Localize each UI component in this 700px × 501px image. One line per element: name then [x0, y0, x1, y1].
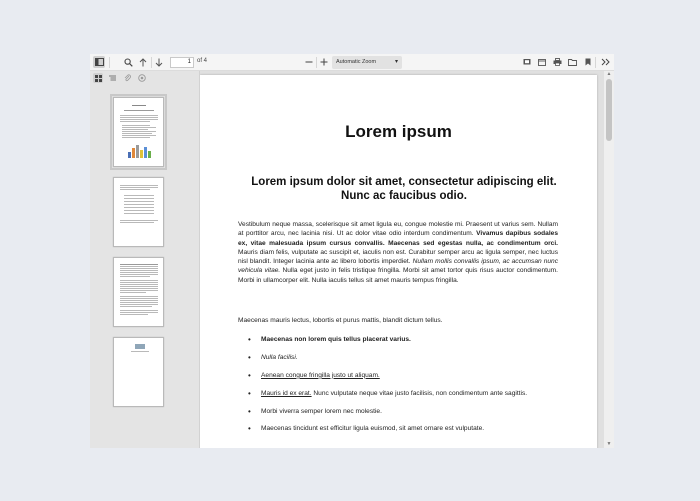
thumbnail-sidebar — [90, 71, 200, 448]
tools-menu-icon[interactable] — [599, 56, 611, 68]
toolbar-separator — [595, 57, 596, 68]
zoom-select[interactable] — [332, 56, 402, 69]
document-page — [200, 75, 597, 448]
toolbar-separator — [109, 57, 110, 68]
paragraph-2: Maecenas mauris lectus, lobortis et purus mattis, blandit dictum tellus. — [238, 317, 443, 324]
thumbnail-page-3[interactable] — [113, 257, 164, 327]
scrollbar-thumb[interactable] — [606, 79, 612, 141]
chevron-down-icon: ▾ — [394, 59, 398, 65]
vertical-scrollbar[interactable] — [604, 71, 614, 448]
zoom-select-label: Automatic Zoom — [336, 59, 377, 65]
save-icon[interactable] — [566, 56, 578, 68]
thumbnail-page-2[interactable] — [113, 177, 164, 247]
toolbar-separator — [151, 57, 152, 68]
paragraph-1: Vestibulum neque massa, scelerisque sit amet ligula eu, congue molestie mi. Praesent ut varius sem. Nullam at porttitor arcu, nec lacinia nisi. Ut ac dolor vitae odio interdum condimentum. Vivamus dapibus sodales ex, vitae malesuada ipsum cursus convallis. Maecenas sed egestas nulla, ac condimentum orci. Mauris diam felis, vulputate ac suscipit et, iaculis non est. Curabitur semper arcu ac ligula semper, nec luctus nisl blandit. Integer lacinia ante ac libero lobortis imperdiet. Nullam mollis convallis ipsum, ac accumsan nunc vehicula vitae. Nulla eget justo in felis tristique fringilla. Morbi sit amet tortor quis risus auctor condimentum. Morbi in ullamcorper elit. Nulla iaculis tellus sit amet mauris tempus fringilla. — [238, 221, 559, 284]
arrow-down-icon[interactable] — [153, 56, 165, 68]
scroll-down-icon[interactable]: ▼ — [606, 441, 612, 447]
attachments-icon[interactable] — [122, 73, 132, 83]
pdf-viewer — [90, 54, 614, 448]
presentation-icon[interactable] — [521, 56, 533, 68]
toolbar-separator — [316, 57, 317, 68]
link[interactable]: Aenean congue fringilla justo ut aliquam. — [261, 371, 380, 379]
document-title: Lorem ipsum — [345, 122, 452, 141]
arrow-up-icon[interactable] — [137, 56, 149, 68]
sidebar-toggle-icon[interactable] — [93, 56, 105, 68]
bullet-list — [248, 335, 560, 442]
list-item: • Morbi viverra semper lorem nec molestie. — [248, 407, 560, 416]
toolbar — [90, 54, 614, 71]
scroll-up-icon[interactable]: ▲ — [606, 71, 612, 77]
zoom-out-icon[interactable] — [303, 56, 315, 68]
document-subtitle: Lorem ipsum dolor sit amet, consectetur adipiscing elit. Nunc ac faucibus odio. — [251, 176, 557, 202]
layers-icon[interactable] — [137, 73, 147, 83]
thumbnail-page-1[interactable] — [113, 97, 164, 167]
page-number-input[interactable]: 1 — [170, 57, 194, 68]
list-item: • Maecenas tincidunt est efficitur ligula euismod, sit amet ornare est vulputate. — [248, 424, 560, 433]
thumbnail-page-4[interactable] — [113, 337, 164, 407]
list-item: • Nulla facilisi. — [248, 353, 560, 362]
open-file-icon[interactable] — [536, 56, 548, 68]
outline-icon[interactable] — [107, 73, 117, 83]
link[interactable]: Mauris id ex erat. — [261, 389, 312, 397]
list-item — [248, 371, 560, 380]
list-item: • Mauris id ex erat. Nunc vulputate neque vitae justo facilisis, non condimentum ante sagittis. — [248, 389, 560, 398]
document-viewport[interactable] — [200, 71, 614, 448]
list-item: • Maecenas non lorem quis tellus placerat varius. — [248, 335, 560, 344]
search-icon[interactable] — [122, 56, 134, 68]
thumbnails-icon[interactable] — [93, 73, 103, 83]
print-icon[interactable] — [551, 56, 563, 68]
sidebar-toolbar — [90, 71, 200, 85]
page-count-label: of 4 — [197, 58, 208, 64]
zoom-in-icon[interactable] — [318, 56, 330, 68]
bookmark-icon[interactable] — [582, 56, 594, 68]
